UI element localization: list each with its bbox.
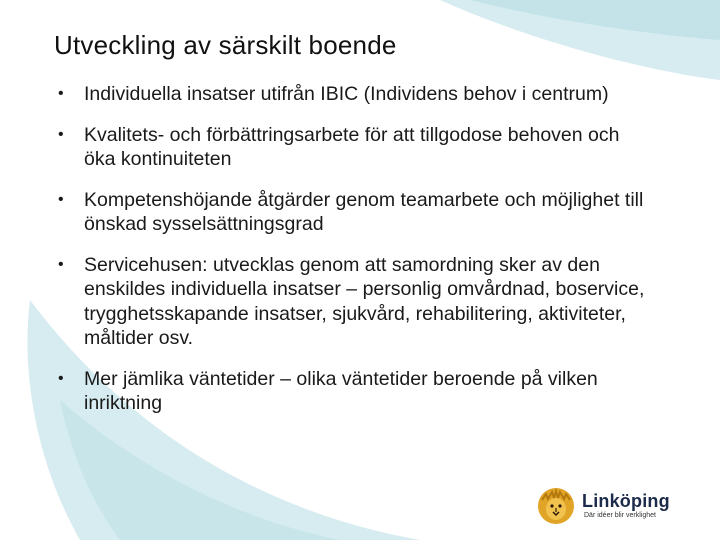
logo-name: Linköping xyxy=(582,490,670,511)
bullet-list xyxy=(56,82,656,432)
bullet-item: • Individuella insatser utifrån IBIC (Individens behov i centrum) xyxy=(56,82,656,107)
lion-icon xyxy=(536,486,576,526)
bullet-item: • Kvalitets- och förbättringsarbete för att tillgodose behoven och öka kontinuiteten xyxy=(56,123,656,172)
bullet-item: • Servicehusen: utvecklas genom att samordning sker av den enskildes individuella insatser – personlig omvårdnad, boservice, trygghetsskapande insatser, sjukvård, rehabilitering, aktiviteter, måltider osv. xyxy=(56,253,656,351)
linkoping-logo xyxy=(536,486,670,526)
bullet-item: • Kompetenshöjande åtgärder genom teamarbete och möjlighet till önskad sysselsättningsgrad xyxy=(56,188,656,237)
slide-title: Utveckling av särskilt boende xyxy=(54,30,397,60)
bullet-item: • Mer jämlika väntetider – olika väntetider beroende på vilken inriktning xyxy=(56,367,656,416)
logo-tagline: Där idéer blir verklighet xyxy=(584,511,656,519)
